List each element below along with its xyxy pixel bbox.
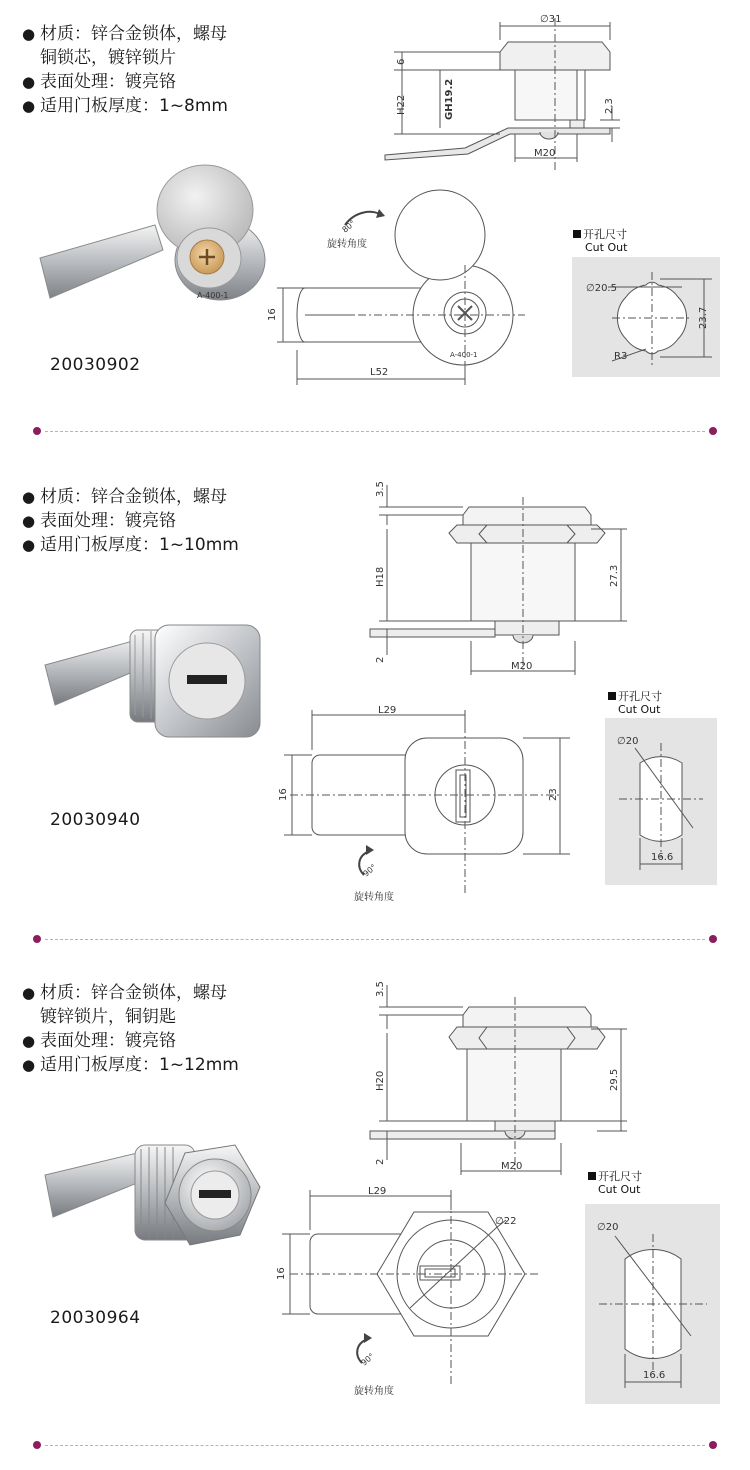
dim-label: M20 bbox=[534, 148, 556, 159]
dim-label: 16 bbox=[276, 1267, 287, 1280]
front-view-drawing bbox=[270, 1180, 540, 1400]
product-photo bbox=[35, 615, 265, 765]
spec-item: ● 表面处理：镀亮铬 bbox=[22, 1031, 176, 1051]
spec-list bbox=[22, 22, 228, 118]
dim-label: 6 bbox=[396, 58, 407, 65]
dim-label: 29.5 bbox=[609, 1068, 620, 1091]
cutout-diagram bbox=[585, 1204, 720, 1404]
cutout-title: 开孔尺寸 Cut Out bbox=[573, 228, 627, 254]
square-icon bbox=[608, 692, 616, 700]
dim-label: 3.5 bbox=[375, 981, 386, 997]
dim-label: 23.7 bbox=[698, 306, 709, 329]
bullet-icon: ● bbox=[22, 536, 36, 554]
dim-label: L29 bbox=[368, 1186, 387, 1197]
spec-item: ● 适用门板厚度：1~12mm bbox=[22, 1055, 239, 1075]
bullet-icon: ● bbox=[22, 984, 36, 1002]
dim-label: 27.3 bbox=[609, 564, 620, 587]
side-view-drawing bbox=[365, 975, 635, 1175]
spec-item: ● 材质：锌合金锁体，螺母 bbox=[22, 24, 227, 44]
product-code: 20030940 bbox=[50, 810, 141, 830]
bullet-icon: ● bbox=[22, 73, 36, 91]
spec-item: ● 适用门板厚度：1~10mm bbox=[22, 535, 239, 555]
dim-label: 2.3 bbox=[604, 98, 615, 114]
dim-label: L52 bbox=[370, 367, 389, 378]
dim-label: 2 bbox=[375, 656, 386, 663]
rotation-label: 旋转角度 bbox=[354, 892, 394, 903]
bullet-icon: ● bbox=[22, 1056, 36, 1074]
product-photo bbox=[35, 1135, 265, 1285]
dim-label: 16 bbox=[278, 788, 289, 801]
bullet-icon: ● bbox=[22, 512, 36, 530]
spec-item: ● 表面处理：镀亮铬 bbox=[22, 511, 176, 531]
dim-label: GH19.2 bbox=[444, 78, 455, 120]
dim-label: 23 bbox=[548, 788, 559, 801]
dim-label: M20 bbox=[501, 1161, 523, 1172]
dim-label: H22 bbox=[396, 94, 407, 115]
dim-label: ∅31 bbox=[540, 14, 562, 25]
rotation-angle-label: 90° bbox=[359, 1351, 377, 1368]
section-divider bbox=[33, 934, 717, 944]
dim-label: R3 bbox=[614, 351, 628, 362]
spec-item: ● 表面处理：镀亮铬 bbox=[22, 72, 176, 92]
dim-label: 16.6 bbox=[651, 852, 674, 863]
lock-mark: A-400-1 bbox=[450, 351, 478, 359]
dim-label: ∅20 bbox=[597, 1222, 619, 1233]
spec-item: ● 适用门板厚度：1~8mm bbox=[22, 96, 228, 116]
front-view-drawing bbox=[265, 185, 525, 385]
rotation-label: 旋转角度 bbox=[327, 239, 367, 250]
rotation-angle-label: 90° bbox=[361, 862, 379, 879]
spec-item: ● 材质：锌合金锁体，螺母 bbox=[22, 487, 227, 507]
front-view-drawing bbox=[270, 705, 590, 905]
cutout-diagram bbox=[572, 257, 720, 377]
svg-text:A-400-1: A-400-1 bbox=[197, 291, 229, 300]
spec-item: 铜锁芯，镀锌锁片 bbox=[40, 48, 176, 68]
bullet-icon: ● bbox=[22, 25, 36, 43]
cutout-diagram bbox=[605, 718, 717, 885]
dim-label: L29 bbox=[378, 705, 397, 716]
section-divider bbox=[33, 1440, 717, 1450]
spec-list bbox=[22, 981, 239, 1077]
side-view-drawing bbox=[380, 10, 640, 160]
bullet-icon: ● bbox=[22, 1032, 36, 1050]
spec-item: 镀锌锁片，铜钥匙 bbox=[40, 1007, 176, 1027]
dim-label: H18 bbox=[375, 566, 386, 587]
side-view-drawing bbox=[365, 475, 635, 675]
bullet-icon: ● bbox=[22, 97, 36, 115]
dim-label: 16 bbox=[267, 308, 278, 321]
dim-label: ∅20 bbox=[617, 736, 639, 747]
cutout-title: 开孔尺寸 Cut Out bbox=[608, 690, 662, 716]
square-icon bbox=[588, 1172, 596, 1180]
product-code: 20030902 bbox=[50, 355, 141, 375]
section-divider bbox=[33, 426, 717, 436]
product-photo bbox=[35, 140, 265, 310]
dim-label: 16.6 bbox=[643, 1370, 666, 1381]
rotation-angle-label: 80° bbox=[340, 218, 358, 235]
spec-item: ● 材质：锌合金锁体，螺母 bbox=[22, 983, 227, 1003]
dim-label: H20 bbox=[375, 1070, 386, 1091]
cutout-title: 开孔尺寸 Cut Out bbox=[588, 1170, 642, 1196]
dim-label: ∅22 bbox=[495, 1216, 517, 1227]
dim-label: M20 bbox=[511, 661, 533, 672]
dim-label: ∅20.5 bbox=[586, 283, 617, 294]
product-code: 20030964 bbox=[50, 1308, 141, 1328]
dim-label: 3.5 bbox=[375, 481, 386, 497]
spec-list bbox=[22, 485, 239, 557]
rotation-label: 旋转角度 bbox=[354, 1386, 394, 1397]
square-icon bbox=[573, 230, 581, 238]
bullet-icon: ● bbox=[22, 488, 36, 506]
dim-label: 2 bbox=[375, 1158, 386, 1165]
